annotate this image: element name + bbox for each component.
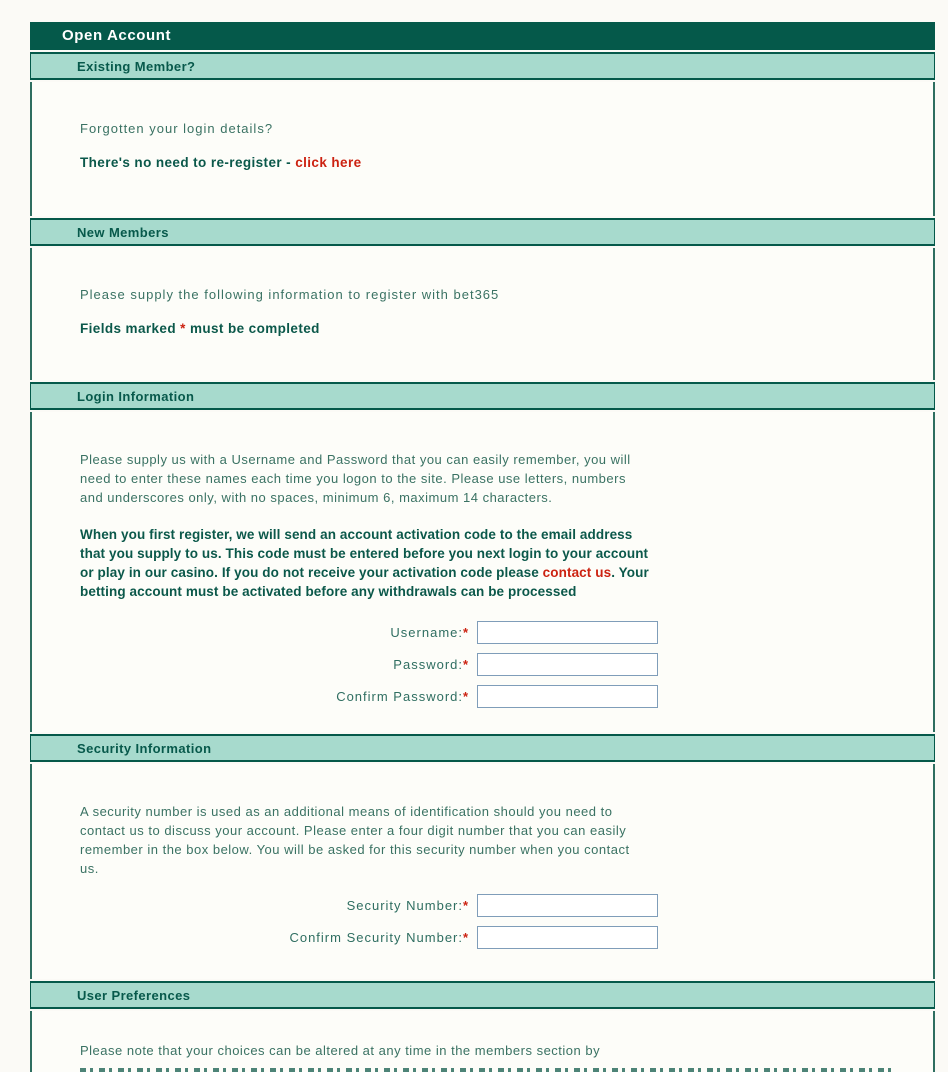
section-header-label: Existing Member? xyxy=(77,58,196,74)
confirm-security-number-label: Confirm Security Number: xyxy=(289,929,463,945)
activation-line3-prefix: or play in our casino. If you do not receive your activation code please xyxy=(80,565,543,580)
password-input[interactable] xyxy=(477,653,658,676)
paragraph-line: Please supply us with a Username and Password that you can easily remember, you will xyxy=(80,452,631,467)
confirm-security-number-row xyxy=(80,925,897,949)
required-asterisk: * xyxy=(463,929,469,945)
section-header-label: Login Information xyxy=(77,388,195,404)
password-row xyxy=(80,652,897,676)
section-header-existing-member xyxy=(30,52,935,80)
paragraph-line: us. xyxy=(80,861,99,876)
page-title: Open Account xyxy=(30,22,935,50)
security-intro-paragraph xyxy=(80,802,897,878)
section-body-login-information xyxy=(30,412,935,732)
security-number-label: Security Number: xyxy=(346,897,463,913)
section-header-label: User Preferences xyxy=(77,987,191,1003)
preferences-note-text: Please note that your choices can be altered at any time in the members section by xyxy=(80,1043,601,1058)
login-fields xyxy=(80,620,897,708)
paragraph-line: that you supply to us. This code must be entered before you next login to your account xyxy=(80,546,649,561)
section-header-user-preferences xyxy=(30,981,935,1009)
section-body-existing-member xyxy=(30,82,935,216)
security-number-input[interactable] xyxy=(477,894,658,917)
section-body-user-preferences xyxy=(30,1011,935,1072)
required-asterisk: * xyxy=(463,688,469,704)
paragraph-line xyxy=(80,563,897,582)
paragraph-line: A security number is used as an additional means of identification should you need to xyxy=(80,804,613,819)
confirm-password-input[interactable] xyxy=(477,685,658,708)
required-asterisk: * xyxy=(463,897,469,913)
confirm-password-row xyxy=(80,684,897,708)
clipped-text-line xyxy=(80,1068,892,1072)
security-number-row xyxy=(80,893,897,917)
contact-us-link[interactable]: contact us xyxy=(542,565,612,580)
username-input[interactable] xyxy=(477,621,658,644)
password-label: Password: xyxy=(393,656,463,672)
activation-line3-suffix: . Your xyxy=(611,565,649,580)
fields-marked-prefix: Fields marked xyxy=(80,321,181,336)
paragraph-line: need to enter these names each time you logon to the site. Please use letters, numbers xyxy=(80,471,626,486)
required-asterisk: * xyxy=(463,624,469,640)
paragraph-line: When you first register, we will send an account activation code to the email address xyxy=(80,527,633,542)
fields-marked-suffix: must be completed xyxy=(185,321,320,336)
required-asterisk: * xyxy=(180,321,186,336)
open-account-form xyxy=(30,22,935,1072)
confirm-password-label: Confirm Password: xyxy=(336,688,463,704)
activation-paragraph xyxy=(80,525,897,601)
section-header-security-information xyxy=(30,734,935,762)
username-label: Username: xyxy=(390,624,463,640)
confirm-security-number-input[interactable] xyxy=(477,926,658,949)
paragraph-line: and underscores only, with no spaces, minimum 6, maximum 14 characters. xyxy=(80,490,553,505)
paragraph-line: betting account must be activated before any withdrawals can be processed xyxy=(80,584,577,599)
section-body-new-members xyxy=(30,248,935,380)
section-header-label: Security Information xyxy=(77,740,212,756)
register-intro-text: Please supply the following information to register with bet365 xyxy=(80,287,500,302)
security-fields xyxy=(80,893,897,949)
paragraph-line: remember in the box below. You will be asked for this security number when you contact xyxy=(80,842,630,857)
section-body-security-information xyxy=(30,764,935,979)
forgotten-login-text: Forgotten your login details? xyxy=(80,121,274,136)
section-header-label: New Members xyxy=(77,224,169,240)
required-asterisk: * xyxy=(463,656,469,672)
username-row xyxy=(80,620,897,644)
section-header-login-information xyxy=(30,382,935,410)
click-here-link[interactable]: click here xyxy=(295,155,362,170)
no-reregister-text: There's no need to re-register - xyxy=(80,155,296,170)
section-header-new-members xyxy=(30,218,935,246)
paragraph-line: contact us to discuss your account. Please enter a four digit number that you can easily xyxy=(80,823,627,838)
no-reregister-line xyxy=(80,155,897,170)
fields-marked-line xyxy=(80,321,897,336)
login-intro-paragraph xyxy=(80,450,897,507)
